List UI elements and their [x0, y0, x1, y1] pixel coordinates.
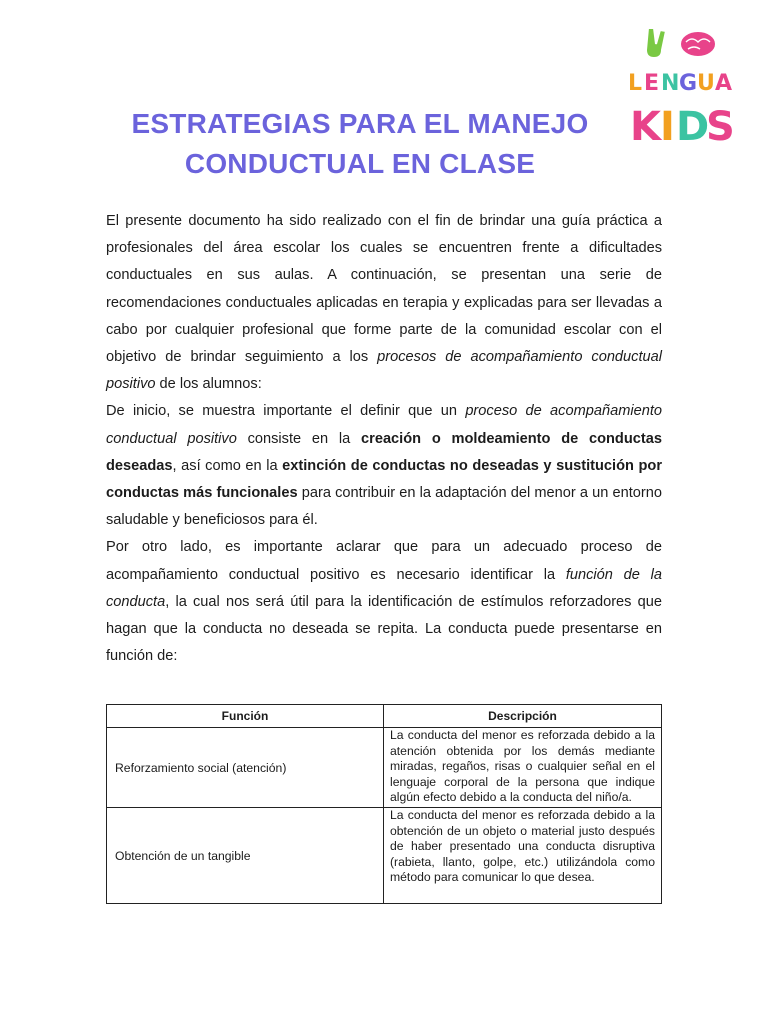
text-run: De inicio, se muestra importante el definir que un [106, 403, 466, 420]
title-line-2: CONDUCTUAL EN CLASE [184, 148, 536, 179]
document-body [106, 208, 662, 670]
text-run: de los alumnos: [155, 376, 262, 393]
svg-text:G: G [679, 71, 698, 96]
svg-text:N: N [661, 71, 680, 96]
table-row [107, 728, 662, 808]
cell-funcion: Obtención de un tangible [107, 808, 384, 904]
table-row [107, 808, 662, 904]
text-run: , así como en la [172, 457, 283, 474]
lengua-kids-logo [626, 24, 744, 154]
italic-run: procesos de acompañamiento conductual positivo [106, 349, 662, 393]
bold-run: creación o moldeamiento de conductas deseadas [106, 430, 662, 474]
header-funcion: Función [107, 705, 384, 728]
text-run: consiste en la [236, 430, 362, 447]
svg-text:U: U [697, 71, 715, 96]
cell-descripcion: La conducta del menor es reforzada debido a la obtención de un objeto o material justo después de haber presentado una conducta disruptiva (rabieta, llanto, golpe, etc.) utilizándola como método para comunicar lo que desea. [384, 808, 662, 904]
brain-icon [680, 31, 716, 57]
header-descripcion: Descripción [384, 705, 662, 728]
text-run: El presente documento ha sido realizado con el fin de brindar una guía práctica a profesionales del área escolar los cuales se encuentren frente a dificultades conductuales en sus aulas. A continuación, se presentan una serie de recomendaciones conductuales aplicadas en terapia y explicadas para ser llevadas a cabo por cualquier profesional que forme parte de la comunidad escolar con el objetivo de brindar seguimiento a los [106, 213, 662, 366]
paragraph-definition [106, 398, 662, 534]
italic-run: función de la conducta [106, 566, 662, 610]
paragraph-intro [106, 208, 662, 398]
function-table [106, 704, 662, 904]
title-line-1: ESTRATEGIAS PARA EL MANEJO [131, 108, 589, 139]
svg-text:K: K [630, 104, 661, 150]
svg-text:D: D [676, 104, 710, 150]
table-header-row [107, 705, 662, 728]
svg-text:A: A [715, 71, 733, 96]
svg-text:S: S [706, 104, 735, 150]
cell-descripcion: La conducta del menor es reforzada debido a la atención obtenida por los demás mediante miradas, regaños, risas o cualquier señal en el lenguaje corporal de la persona que indique algún efecto debido a la conducta del niño/a. [384, 728, 662, 808]
bold-run: extinción de conductas no deseadas y sustitución por conductas más funcionales [106, 457, 662, 502]
svg-text:E: E [644, 71, 660, 96]
svg-text:L: L [628, 71, 643, 96]
page-title [110, 104, 610, 184]
text-run: , la cual nos será útil para la identificación de estímulos reforzadores que hagan que la conducta no deseada se repita. La conducta puede presentarse en función de: [106, 593, 662, 665]
text-run: Por otro lado, es importante aclarar que para un adecuado proceso de acompañamiento conductual positivo es necesario identificar la [106, 539, 662, 583]
svg-text:I: I [660, 104, 675, 150]
cell-funcion: Reforzamiento social (atención) [107, 728, 384, 808]
paragraph-function [106, 534, 662, 670]
peace-hand-icon [646, 28, 666, 58]
italic-run: proceso de acompañamiento conductual positivo [106, 403, 662, 447]
text-run: para contribuir en la adaptación del menor a un entorno saludable y beneficiosos para él. [106, 485, 662, 529]
